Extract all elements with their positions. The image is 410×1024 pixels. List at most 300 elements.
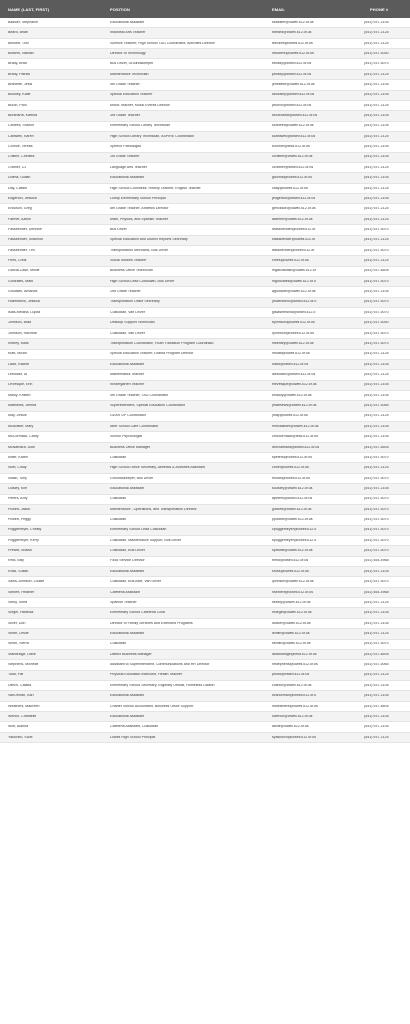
staff-email-link[interactable]: cmccormack@lesd.k12.or.us: [272, 435, 318, 439]
staff-name: Bowers, Nathan: [8, 51, 34, 55]
staff-phone: (541) 937-8405: [364, 445, 389, 449]
staff-position: Elementary School Library Technician: [110, 124, 171, 128]
staff-position: Spanish Teacher: [110, 600, 137, 604]
table-row: [0, 505, 410, 515]
table-row: [0, 484, 410, 494]
staff-name: McCormack, Cathy: [8, 435, 39, 439]
staff-email-link[interactable]: cchittim@lowell.k12.or.us: [272, 155, 313, 159]
table-row: [0, 142, 410, 152]
staff-name: Maloy, Kristen: [8, 393, 31, 397]
staff-phone: (541) 937-2105: [364, 20, 389, 24]
staff-email-link[interactable]: ssmith@lowell.k12.or.us: [272, 642, 311, 646]
staff-position: Superintendent, Special Education Coordinator: [110, 404, 185, 408]
staff-email-link[interactable]: tfassbender@lowell.k12.or: [272, 248, 315, 252]
staff-email-link[interactable]: ccramer@lowell.k12.or.us: [272, 165, 314, 169]
staff-position: Elementary School Cafeteria Cook: [110, 611, 166, 615]
table-row: [0, 370, 410, 380]
staff-email-link[interactable]: kmaloy@lowell.k12.or.us: [272, 393, 312, 397]
staff-phone: (541) 937-2105: [364, 290, 389, 294]
staff-email-link[interactable]: rladd@lowell.k12.or.us: [272, 362, 309, 366]
staff-phone: (541) 937-2124: [364, 31, 389, 35]
staff-phone: (541) 937-2124: [364, 631, 389, 635]
staff-position: 4th Grade Teacher, TAG Coordinator: [110, 393, 169, 397]
staff-position: Industrial Arts Teacher: [110, 31, 146, 35]
staff-email-link[interactable]: apeters@lowell.k12.or.us: [272, 497, 313, 501]
staff-position: Custodian, Van Driver: [110, 310, 145, 314]
staff-phone: (541) 937-2105: [364, 196, 389, 200]
table-row: [0, 681, 410, 691]
staff-name: Poggemeyer, Kerry: [8, 538, 39, 542]
staff-name: VanOrman, Kari: [8, 694, 34, 698]
table-row: [0, 391, 410, 401]
table-row: [0, 70, 410, 80]
staff-name: McAllister, Mary: [8, 424, 34, 428]
staff-email-link[interactable]: syakovich@lowell.k12.or.us: [272, 735, 316, 739]
staff-name: Weathers, Maureen: [8, 704, 40, 708]
staff-position: High School Office Secretary, Athletics & Activities Assistant: [110, 466, 205, 470]
staff-email-link[interactable]: mklatt@lowell.k12.or.us: [272, 352, 310, 356]
staff-email-link[interactable]: sselby@lowell.k12.or.us: [272, 600, 311, 604]
staff-position: Elementary School Secretary, Eligibility Official, Homeless Liaison: [110, 683, 215, 687]
staff-name: Noel, Cindy: [8, 466, 27, 470]
staff-email-link[interactable]: gislasmedina@lowell.k12.o: [272, 310, 316, 314]
staff-phone: (541) 937-2124: [364, 673, 389, 677]
table-row: [0, 39, 410, 49]
staff-name: Reid, Billy: [8, 559, 24, 563]
staff-name: Lebowitz, Al: [8, 373, 28, 376]
table-row: [0, 660, 410, 670]
staff-position: Speech Pathologist: [110, 145, 141, 149]
staff-position: Custodian, Bus Driver: [110, 549, 145, 553]
staff-name: Seibert, Heather: [8, 590, 35, 594]
staff-phone: (541) 937-5070: [364, 300, 389, 304]
staff-phone: (541) 937-2105: [364, 611, 389, 615]
staff-email-link[interactable]: jbrissette@lowell.k12.or.us: [272, 82, 315, 86]
staff-position: Science Teacher, High School TAG Coordinator, Activities Director: [110, 41, 215, 45]
staff-phone: (541) 937-2124: [364, 735, 389, 739]
table-row: [0, 722, 410, 732]
table-row: [0, 287, 410, 297]
table-row: [0, 308, 410, 318]
staff-name: May, Jessie: [8, 414, 27, 418]
staff-phone: (541) 937-5070: [364, 580, 389, 584]
staff-name: Beard, Brian: [8, 31, 28, 35]
staff-phone: (541) 937-5070: [364, 476, 389, 480]
staff-position: 6th Grade Teacher, Athletics Director: [110, 207, 169, 211]
staff-name: Kettley, Mark: [8, 341, 29, 345]
staff-phone: (541) 937-5070: [364, 497, 389, 501]
staff-email-link[interactable]: rjohnson@lowell.k12.or.us: [272, 331, 315, 335]
staff-position: Groundskeeper, Bus Driver: [110, 476, 154, 480]
staff-position: Social Studies Teacher: [110, 259, 147, 263]
table-row: [0, 204, 410, 214]
staff-phone: (541) 937-2105: [364, 393, 389, 397]
staff-position: Mathematics Teacher: [110, 373, 145, 376]
staff-name: Klatt, Micah: [8, 352, 27, 356]
staff-name: Edgerton, Jessica: [8, 196, 37, 200]
staff-email-link[interactable]: bbeard@lowell.k12.or.us: [272, 31, 312, 35]
staff-name: Peters, Amy: [8, 497, 28, 501]
table-row: [0, 557, 410, 567]
staff-email-link[interactable]: hsiegel@lowell.k12.or.us: [272, 611, 312, 615]
staff-phone: (541) 937-5070: [364, 310, 389, 314]
staff-position: High School Lead Custodian, Bus Driver: [110, 279, 175, 283]
staff-email-link[interactable]: dmcnamara@lowell.k12.or.us: [272, 445, 320, 449]
staff-email-link[interactable]: cday@lowell.k12.or.us: [272, 186, 308, 190]
table-row: [0, 350, 410, 360]
staff-email-link[interactable]: ptodd@lowell.k12.or.us: [272, 673, 310, 677]
staff-name: McNamara, Dobi: [8, 445, 35, 449]
table-row: [0, 712, 410, 722]
staff-email-link[interactable]: gdolma@lowell.k12.or.us: [272, 176, 313, 180]
table-row: [0, 298, 410, 308]
staff-position: 5th Grade Teacher: [110, 82, 140, 86]
staff-name: Wolf, Alanna: [8, 725, 29, 729]
staff-position: After School Care Coordinator: [110, 424, 159, 428]
table-row: [0, 671, 410, 681]
staff-name: Beckett, Toni: [8, 41, 29, 45]
staff-name: Buckley, Katie: [8, 93, 31, 97]
table-row: [0, 163, 410, 173]
staff-position: GEAR UP Coordinator: [110, 414, 146, 418]
staff-email-link[interactable]: tnolan@lowell.k12.or.us: [272, 476, 311, 480]
staff-email-link[interactable]: sfassbender@lowell.k12.or: [272, 238, 316, 242]
table-row: [0, 526, 410, 536]
staff-name: Smith, Sierra: [8, 642, 29, 646]
staff-name: Islas-Medina, Lupita: [8, 310, 41, 314]
staff-phone: (541) 937-5070: [364, 62, 389, 66]
staff-name: Dolma, Gillian: [8, 176, 31, 180]
table-row: [0, 194, 410, 204]
table-row: [0, 28, 410, 38]
staff-email-link[interactable]: jhollenbeck@lowell.k12.or.u: [272, 300, 317, 304]
staff-phone: (541) 937-5070: [364, 549, 389, 553]
staff-phone: (541) 937-2105: [364, 424, 389, 428]
staff-email-link[interactable]: mweathers@lowell.k12.or.us: [272, 704, 318, 708]
staff-email-link[interactable]: nbowers@lowell.k12.or.us: [272, 51, 314, 55]
table-row: [0, 18, 410, 28]
staff-phone: (541) 937-2124: [364, 373, 389, 376]
staff-email-link[interactable]: afarmer@lowell.k12.or.us: [272, 217, 313, 221]
table-row: [0, 80, 410, 90]
staff-email-link[interactable]: scantrell@lowell.k12.or.us: [272, 124, 314, 128]
table-row: [0, 608, 410, 618]
table-row: [0, 381, 410, 391]
staff-email-link[interactable]: elevesque@lowell.k12.or.us: [272, 383, 317, 387]
staff-phone: (541) 937-2124: [364, 186, 389, 190]
staff-position: Maintenance Technician: [110, 72, 149, 76]
staff-email-link[interactable]: lsmith@lowell.k12.or.us: [272, 631, 310, 635]
staff-email-link[interactable]: cnoel@lowell.k12.or.us: [272, 466, 309, 470]
table-row: [0, 640, 410, 650]
staff-email-link[interactable]: sross@lowell.k12.or.us: [272, 569, 309, 573]
staff-position: Custodian: [110, 455, 127, 459]
staff-email-link[interactable]: jedgerton@lowell.k12.or.us: [272, 196, 316, 200]
table-row: [0, 318, 410, 328]
staff-name: Cramer, CJ: [8, 165, 27, 169]
table-row: [0, 432, 410, 442]
column-header-position[interactable]: POSITION: [110, 6, 130, 12]
staff-position: Educational Assistant: [110, 569, 145, 573]
staff-email-link[interactable]: kvanorman@lowell.k12.or.u: [272, 694, 317, 698]
table-row: [0, 691, 410, 701]
staff-position: Special Education and District Reports Secretary: [110, 238, 188, 242]
staff-name: Fassbender, Dennise: [8, 227, 42, 231]
staff-email-link[interactable]: mmcallister@lowell.k12.or.us: [272, 424, 319, 428]
staff-name: Miller, Karen: [8, 455, 28, 459]
table-row: [0, 650, 410, 660]
staff-name: Smith, Leslie: [8, 631, 29, 635]
staff-name: Burch, Paul: [8, 103, 27, 107]
staff-position: Bus Driver: [110, 227, 127, 231]
column-header-phone[interactable]: PHONE #: [370, 6, 389, 12]
table-row: [0, 184, 410, 194]
staff-email-link[interactable]: breid@lowell.k12.or.us: [272, 559, 309, 563]
staff-name: Prewitt, Shawn: [8, 549, 32, 553]
table-row: [0, 339, 410, 349]
staff-email-link[interactable]: mgarciacash@lowell.k12.or: [272, 269, 316, 273]
staff-email-link[interactable]: mkettley@lowell.k12.or.us: [272, 341, 314, 345]
staff-position: Transportation Office Secretary: [110, 300, 160, 304]
staff-name: Gonzales, Mark: [8, 279, 34, 283]
staff-phone: (541) 937-5070: [364, 227, 389, 231]
staff-email-link[interactable]: gerickson@lowell.k12.or.us: [272, 207, 316, 211]
staff-position: Educational Assistant: [110, 20, 145, 24]
staff-email-link[interactable]: kbuckley@lowell.k12.or.us: [272, 93, 315, 97]
staff-phone: (541) 937-2105: [364, 383, 389, 387]
staff-name: Matthews, Jehrita: [8, 404, 37, 408]
staff-email-link[interactable]: tconroe@lesd.k12.or.us: [272, 145, 310, 149]
staff-name: Fassbender, Shannon: [8, 238, 44, 242]
staff-phone: (541) 937-5040: [364, 321, 389, 325]
staff-name: Ross, Susan: [8, 569, 29, 573]
staff-phone: (541) 937-2124: [364, 103, 389, 107]
staff-email-link[interactable]: ppickett@lowell.k12.or.us: [272, 518, 313, 522]
table-row: [0, 536, 410, 546]
table-row: [0, 329, 410, 339]
column-header-name[interactable]: NAME (LAST, FIRST): [8, 6, 50, 12]
staff-name: Erickson, Greg: [8, 207, 32, 211]
staff-position: Cafeteria Assistant, Custodian: [110, 725, 159, 729]
staff-email-link[interactable]: ljohnson@lowell.k12.or.us: [272, 580, 314, 584]
table-row: [0, 49, 410, 59]
column-header-email[interactable]: EMAIL: [272, 6, 285, 12]
staff-name: Goodwin, Amanda: [8, 290, 38, 294]
table-row: [0, 546, 410, 556]
table-body: [0, 18, 410, 743]
table-row: [0, 588, 410, 598]
staff-position: Lowell High School Principal: [110, 735, 156, 739]
staff-position: District Business Manager: [110, 652, 152, 656]
staff-phone: (541) 937-2105: [364, 176, 389, 180]
staff-position: Educational Assistant: [110, 486, 145, 490]
staff-name: Ullrich, Calatia: [8, 683, 32, 687]
staff-position: Transportation Mechanic, Bus Driver: [110, 248, 169, 252]
staff-email-link[interactable]: jpickett@lowell.k12.or.us: [272, 507, 312, 511]
table-row: [0, 132, 410, 142]
staff-phone: (541) 937-2124: [364, 600, 389, 604]
table-row: [0, 733, 410, 743]
staff-phone: (541) 937-5070: [364, 341, 389, 345]
staff-name: Johnson, Brad: [8, 321, 32, 325]
table-row: [0, 702, 410, 712]
table-row: [0, 515, 410, 525]
staff-phone: (541) 937-2105: [364, 569, 389, 573]
staff-name: Conroe, Teresa: [8, 145, 33, 149]
table-row: [0, 236, 410, 246]
staff-email-link[interactable]: cwench@lowell.k12.or.us: [272, 714, 313, 718]
staff-phone: (541) 937-5040: [364, 51, 389, 55]
staff-position: Assistant to Superintendent, Communications and HR Director: [110, 663, 210, 667]
staff-phone: (541) 937-2105: [364, 486, 389, 490]
staff-position: High School Counselor, History Teacher, English Teacher: [110, 186, 201, 190]
staff-name: Cantrell, Sharon: [8, 124, 34, 128]
table-row: [0, 463, 410, 473]
staff-phone: (541) 937-2124: [364, 217, 389, 221]
staff-name: Brady, Patrick: [8, 72, 31, 76]
staff-email-link[interactable]: kburkhardt@lowell.k12.or.us: [272, 114, 318, 118]
table-row: [0, 474, 410, 484]
table-row: [0, 267, 410, 277]
table-row: [0, 412, 410, 422]
staff-phone: (541) 937-2105: [364, 114, 389, 118]
staff-name: Fassbender, Tim: [8, 248, 35, 252]
staff-name: Silver, Dori: [8, 621, 26, 625]
table-row: [0, 453, 410, 463]
staff-email-link[interactable]: sprewitt@lowell.k12.or.us: [272, 549, 313, 553]
staff-phone: (541) 937-5070: [364, 248, 389, 252]
staff-position: 3rd Grade Teacher: [110, 114, 140, 118]
staff-email-link[interactable]: mgonzales@lowell.k12.or.u: [272, 279, 316, 283]
table-row: [0, 401, 410, 411]
staff-name: Ladd, Rachel: [8, 362, 30, 366]
staff-position: Charter School Accountant, Business Office Support: [110, 704, 194, 708]
staff-email-link[interactable]: dsilver@lowell.k12.or.us: [272, 621, 311, 625]
staff-position: Educational Assistant: [110, 694, 145, 698]
staff-email-link[interactable]: kcardwell@lowell.k12.or.us: [272, 134, 316, 138]
table-row: [0, 91, 410, 101]
staff-position: School Psychologist: [110, 435, 143, 439]
staff-email-link[interactable]: kousley@lowell.k12.or.us: [272, 486, 313, 490]
staff-phone: (541) 937-2105: [364, 362, 389, 366]
table-row: [0, 567, 410, 577]
staff-position: High School Library Technician, ASPIRE Coordinator: [110, 134, 195, 138]
staff-phone: (541) 937-2124: [364, 207, 389, 211]
staff-email-link[interactable]: pbrady@lowell.k12.or.us: [272, 72, 312, 76]
staff-name: LeVesque, Erin: [8, 383, 33, 387]
staff-name: Burkhardt, Katrina: [8, 114, 37, 118]
staff-phone: (541) 937-2105: [364, 714, 389, 718]
staff-email-link[interactable]: mstephens@lowell.k12.or.us: [272, 663, 318, 667]
staff-email-link[interactable]: bbrady@lowell.k12.or.us: [272, 62, 312, 66]
staff-position: Food Service Director: [110, 559, 145, 563]
staff-phone: (541) 937-2124: [364, 134, 389, 138]
staff-email-link[interactable]: agoodwin@lowell.k12.or.us: [272, 290, 316, 294]
staff-position: Desktop Support Technician: [110, 321, 155, 325]
staff-email-link[interactable]: awolf@lowell.k12.or.us: [272, 725, 309, 729]
staff-position: Special Education Teacher: [110, 93, 153, 97]
staff-name: Chittim, Chelsea: [8, 155, 35, 159]
staff-name: Yakovich, Scott: [8, 735, 33, 739]
staff-email-link[interactable]: tbeckett@lowell.k12.or.us: [272, 41, 313, 45]
table-row: [0, 256, 410, 266]
staff-name: Garcia-Cash, Mollie: [8, 269, 40, 273]
staff-phone: (541) 937-2105: [364, 145, 389, 149]
staff-position: Math, Physics, and Spanish Teacher: [110, 217, 169, 221]
staff-position: Custodian, Maintenance Support, Bus Driver: [110, 538, 182, 542]
staff-phone: (541) 937-8405: [364, 704, 389, 708]
staff-phone: (541) 937-2124: [364, 352, 389, 356]
staff-position: Custodian, Bus Aide, Van Driver: [110, 580, 162, 584]
staff-position: Educational Assistant: [110, 631, 145, 635]
staff-email-link[interactable]: sbassler@lowell.k12.or.us: [272, 20, 314, 24]
staff-position: Bus Driver, Groundskeeper: [110, 62, 154, 66]
staff-email-link[interactable]: cfries@lowell.k12.or.us: [272, 259, 309, 263]
staff-phone: (541) 937-5065: [364, 663, 389, 667]
staff-position: Language Arts Teacher: [110, 165, 147, 169]
staff-position: Educational Assistant: [110, 714, 145, 718]
table-row: [0, 101, 410, 111]
staff-phone: (541) 554-4968: [364, 590, 389, 594]
staff-phone: (541) 937-2105: [364, 621, 389, 625]
staff-name: Hollenbeck, Jessica: [8, 300, 40, 304]
staff-name: Wench, Chantelle: [8, 714, 37, 718]
staff-phone: (541) 937-2124: [364, 165, 389, 169]
staff-email-link[interactable]: alebowitz@lowell.k12.or.us: [272, 373, 316, 376]
staff-phone: (541) 937-2105: [364, 694, 389, 698]
staff-position: Physical Education Instructor, Health Teacher: [110, 673, 183, 677]
staff-phone: (541) 937-2124: [364, 238, 389, 242]
staff-phone: (541) 554-4968: [364, 559, 389, 563]
staff-name: Farmer, Aaron: [8, 217, 31, 221]
staff-position: Transportation Coordinator, Youth Transition Program Coordinato: [110, 341, 214, 345]
staff-name: Todd, Pat: [8, 673, 24, 677]
staff-email-link[interactable]: kpoggemeyer@lowell.k12.o: [272, 538, 317, 542]
staff-email-link[interactable]: kpeters@lowell.k12.or.us: [272, 455, 313, 459]
staff-email-link[interactable]: jmatthews@lowell.k12.or.us: [272, 404, 317, 408]
table-row: [0, 111, 410, 121]
staff-phone: (541) 937-2124: [364, 72, 389, 76]
table-row: [0, 173, 410, 183]
staff-phone: (541) 937-2105: [364, 435, 389, 439]
staff-phone: (541) 937-5070: [364, 538, 389, 542]
staff-name: Standridge, Dave: [8, 652, 36, 656]
staff-phone: (541) 937-5070: [364, 642, 389, 646]
staff-email-link[interactable]: dfassbender@lowell.k12.or: [272, 227, 316, 231]
table-row: [0, 577, 410, 587]
staff-phone: (541) 937-2105: [364, 82, 389, 86]
staff-email-link[interactable]: jmay@lowell.k12.or.us: [272, 414, 308, 418]
staff-email-link[interactable]: dstandridge@lesd.k12.or.us: [272, 652, 317, 656]
staff-email-link[interactable]: hseibert@lowell.k12.or.us: [272, 590, 314, 594]
staff-phone: (541) 937-2105: [364, 93, 389, 97]
staff-email-link[interactable]: bjohnson@lowell.k12.or.us: [272, 321, 315, 325]
staff-phone: (541) 937-2124: [364, 259, 389, 263]
staff-name: Fries, Chris: [8, 259, 27, 263]
staff-email-link[interactable]: cullrich@lowell.k12.or.us: [272, 683, 312, 687]
staff-phone: (541) 937-5070: [364, 518, 389, 522]
staff-name: Pickett, Jason: [8, 507, 31, 511]
staff-name: Bassler, Stephanie: [8, 20, 38, 24]
staff-email-link[interactable]: pburch@lowell.k12.or.us: [272, 103, 312, 107]
staff-name: Poggemeyer, Christy: [8, 528, 42, 532]
staff-name: Brissette, Jessi: [8, 82, 33, 86]
staff-position: Custodian, Van Driver: [110, 331, 145, 335]
staff-position: Educational Assistant: [110, 176, 145, 180]
staff-email-link[interactable]: cpoggemeyer@lowell.k12.o: [272, 528, 317, 532]
staff-position: Custodian: [110, 518, 127, 522]
staff-phone: (541) 937-5070: [364, 331, 389, 335]
